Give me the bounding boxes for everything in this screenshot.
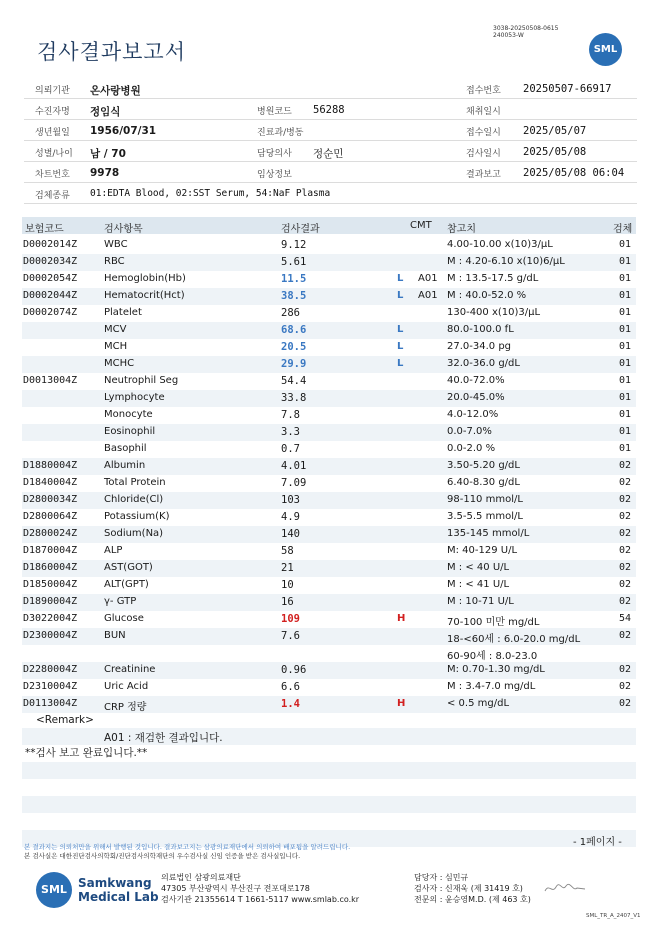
signature-icon	[543, 880, 587, 896]
doc-ref-line-2: 240053-W	[493, 32, 524, 39]
table-row	[22, 288, 636, 305]
cell-code: D0002074Z	[23, 307, 78, 318]
footer-staff-3: 전문의 : 윤승영M.D. (제 463 호)	[414, 895, 531, 904]
cell-name: MCHC	[104, 358, 135, 369]
cell-name: Lymphocyte	[104, 392, 165, 403]
cell-result: 7.6	[281, 630, 300, 642]
table-row	[22, 339, 636, 356]
document-reference	[493, 25, 558, 39]
results-table-header	[22, 217, 636, 234]
cell-result: 140	[281, 528, 300, 540]
table-row	[22, 390, 636, 407]
patient-label: 수진자명	[35, 107, 70, 117]
cell-spec: 02	[619, 494, 632, 505]
cell-spec: 02	[619, 545, 632, 556]
cell-flag: L	[397, 341, 404, 352]
table-row	[22, 492, 636, 509]
cell-code: D2800034Z	[23, 494, 78, 505]
cell-spec: 54	[619, 613, 632, 624]
cell-name: Neutrophil Seg	[104, 375, 179, 386]
receipt-value: 20250507-66917	[523, 83, 612, 95]
cell-spec: 01	[619, 443, 632, 454]
cell-spec: 01	[619, 273, 632, 284]
cell-spec: 01	[619, 307, 632, 318]
cell-spec: 01	[619, 324, 632, 335]
table-row	[22, 628, 636, 645]
cell-name: Hematocrit(Hct)	[104, 290, 185, 301]
cell-name: CRP 정량	[104, 702, 147, 713]
patient-value: 정임식	[90, 106, 121, 118]
receipt-date-label: 접수일시	[466, 128, 501, 138]
cell-ref: 130-400 x(10)3/μL	[447, 307, 541, 318]
cell-result: 0.7	[281, 443, 300, 455]
table-row	[22, 475, 636, 492]
cell-result: 7.8	[281, 409, 300, 421]
cell-code: D2300004Z	[23, 630, 78, 641]
cell-ref: M : < 40 U/L	[447, 562, 510, 573]
header-name: 검사항목	[104, 224, 143, 235]
header-cmt: CMT	[410, 220, 432, 231]
cell-ref: M : < 41 U/L	[447, 579, 510, 590]
table-row	[22, 424, 636, 441]
footer-contact: 검사기관 21355614 T 1661-5117 www.smlab.co.kr	[161, 895, 360, 904]
cell-result: 9.12	[281, 239, 307, 251]
header-result: 검사결과	[281, 224, 320, 235]
clinical-label: 임상정보	[257, 170, 292, 180]
cell-result: 109	[281, 613, 300, 625]
header-code: 보험코드	[25, 224, 64, 235]
cell-ref: 80.0-100.0 fL	[447, 324, 514, 335]
cell-spec: 01	[619, 375, 632, 386]
cell-spec: 02	[619, 664, 632, 675]
sml-footer-logo-icon: SML	[36, 872, 72, 908]
cell-spec: 02	[619, 698, 632, 709]
cell-ref: 70-100 미만 mg/dL	[447, 617, 540, 628]
header-ref: 참고치	[447, 224, 476, 235]
cell-result: 21	[281, 562, 294, 574]
table-row	[22, 271, 636, 288]
cell-result: 103	[281, 494, 300, 506]
footer-notice-1: 본 결과지는 의뢰처만을 위해서 발행된 것입니다. 결과보고지는 삼광의료재단에서 의뢰하여 배포됨을 알려드립니다.	[24, 843, 351, 851]
info-row-chart	[24, 162, 637, 183]
cell-flag: L	[397, 273, 404, 284]
table-row	[22, 305, 636, 322]
cell-ref: 32.0-36.0 g/dL	[447, 358, 520, 369]
cell-ref: 0.0-2.0 %	[447, 443, 496, 454]
cell-spec: 01	[619, 341, 632, 352]
cell-name: Albumin	[104, 460, 146, 471]
table-row	[22, 322, 636, 339]
cell-name: Sodium(Na)	[104, 528, 164, 539]
receipt-label: 접수번호	[466, 86, 501, 96]
table-row	[22, 254, 636, 271]
info-row-patient	[24, 99, 637, 120]
sexage-value: 남 / 70	[90, 148, 126, 160]
table-row	[22, 645, 636, 662]
cell-ref: M : 40.0-52.0 %	[447, 290, 527, 301]
cell-name: Hemoglobin(Hb)	[104, 273, 186, 284]
cell-spec: 02	[619, 477, 632, 488]
cell-name: Basophil	[104, 443, 147, 454]
info-row-dob	[24, 120, 637, 141]
cell-spec: 01	[619, 256, 632, 267]
cell-spec: 01	[619, 358, 632, 369]
cell-spec: 02	[619, 511, 632, 522]
footer-logo-text	[78, 876, 159, 904]
collect-label: 채취일시	[466, 107, 501, 117]
cell-ref: 0.0-7.0%	[447, 426, 492, 437]
cell-name: Glucose	[104, 613, 144, 624]
cell-ref: M : 13.5-17.5 g/dL	[447, 273, 539, 284]
cell-result: 11.5	[281, 273, 307, 285]
table-row	[22, 441, 636, 458]
cell-spec: 01	[619, 392, 632, 403]
cell-ref: 20.0-45.0%	[447, 392, 505, 403]
sexage-label: 성별/나이	[35, 149, 73, 159]
dob-label: 생년월일	[35, 128, 70, 138]
table-row	[22, 237, 636, 254]
cell-spec: 02	[619, 596, 632, 607]
cell-flag: L	[397, 324, 404, 335]
cell-flag: L	[397, 290, 404, 301]
table-row	[22, 696, 636, 713]
table-row	[22, 662, 636, 679]
cell-code: D0002044Z	[23, 290, 78, 301]
cell-ref: 3.5-5.5 mmol/L	[447, 511, 523, 522]
cell-flag: L	[397, 358, 404, 369]
cell-ref: 135-145 mmol/L	[447, 528, 530, 539]
footer-notice-2: 본 검사실은 대한진단검사의학회/진단검사의학재단의 우수검사실 신임 인증을 받은 검사실입니다.	[24, 852, 301, 860]
test-date-value: 2025/05/08	[523, 146, 587, 158]
chart-value: 9978	[90, 167, 120, 179]
cell-name: WBC	[104, 239, 128, 250]
cell-ref: M : 10-71 U/L	[447, 596, 514, 607]
hospital-code-label: 병원코드	[257, 107, 292, 117]
form-code: SML_TR_A_2407_V1	[586, 913, 641, 919]
cell-result: 58	[281, 545, 294, 557]
remark-a01: A01 : 재검한 결과입니다.	[104, 732, 223, 744]
empty-band-1	[22, 762, 636, 779]
cell-result: 16	[281, 596, 294, 608]
cell-spec: 01	[619, 239, 632, 250]
cell-spec: 02	[619, 630, 632, 641]
cell-ref: < 0.5 mg/dL	[447, 698, 510, 709]
doctor-label: 담당의사	[257, 149, 292, 159]
cell-flag: H	[397, 613, 406, 624]
cell-name: MCH	[104, 341, 128, 352]
cell-name: γ- GTP	[104, 596, 137, 607]
cell-ref: 6.40-8.30 g/dL	[447, 477, 520, 488]
report-value: 2025/05/08 06:04	[523, 167, 625, 179]
cell-spec: 01	[619, 426, 632, 437]
footer-address: 47305 부산광역시 부산진구 전포대로178	[161, 884, 310, 893]
cell-spec: 02	[619, 528, 632, 539]
table-row	[22, 594, 636, 611]
cell-code: D0002014Z	[23, 239, 78, 250]
cell-spec: 02	[619, 562, 632, 573]
cell-code: D2280004Z	[23, 664, 78, 675]
cell-code: D3022004Z	[23, 613, 78, 624]
page-number: - 1페이지 -	[573, 837, 622, 848]
doc-ref-line-1: 3038-20250508-0615	[493, 25, 559, 32]
page-title: 검사결과보고서	[37, 40, 187, 64]
logo-line-1: Samkwang	[78, 876, 152, 890]
table-row	[22, 356, 636, 373]
info-row-specimen	[24, 183, 637, 204]
cell-spec: 02	[619, 579, 632, 590]
cell-result: 0.96	[281, 664, 307, 676]
cell-code: D0113004Z	[23, 698, 78, 709]
cell-ref: 4.0-12.0%	[447, 409, 499, 420]
cell-name: Chloride(Cl)	[104, 494, 164, 505]
footer-org-block	[161, 872, 359, 905]
cell-name: Total Protein	[104, 477, 166, 488]
cell-spec: 02	[619, 460, 632, 471]
cell-name: ALP	[104, 545, 123, 556]
cell-result: 68.6	[281, 324, 307, 336]
cell-ref: 18-<60세 : 6.0-20.0 mg/dL	[447, 634, 581, 645]
results-table-body	[22, 237, 636, 713]
cell-ref: M : 3.4-7.0 mg/dL	[447, 681, 536, 692]
cell-code: D1840004Z	[23, 477, 78, 488]
cell-cmt: A01	[418, 290, 438, 301]
cell-ref: M: 40-129 U/L	[447, 545, 518, 556]
cell-code: D1860004Z	[23, 562, 78, 573]
cell-ref: 98-110 mmol/L	[447, 494, 523, 505]
cell-result: 5.61	[281, 256, 307, 268]
client-label: 의뢰기관	[35, 86, 70, 96]
table-row	[22, 526, 636, 543]
cell-code: D0002034Z	[23, 256, 78, 267]
cell-ref: 27.0-34.0 pg	[447, 341, 512, 352]
info-row-client	[24, 78, 637, 99]
cell-name: Potassium(K)	[104, 511, 170, 522]
cell-ref: M : 4.20-6.10 x(10)6/μL	[447, 256, 565, 267]
cell-cmt: A01	[418, 273, 438, 284]
cell-ref: 3.50-5.20 g/dL	[447, 460, 520, 471]
cell-spec: 02	[619, 681, 632, 692]
cell-result: 29.9	[281, 358, 307, 370]
cell-result: 286	[281, 307, 300, 319]
table-row	[22, 543, 636, 560]
cell-name: BUN	[104, 630, 126, 641]
sml-logo-icon: SML	[589, 33, 622, 66]
cell-code: D1890004Z	[23, 596, 78, 607]
report-label: 결과보고	[466, 170, 501, 180]
dob-value: 1956/07/31	[90, 125, 157, 137]
cell-name: Creatinine	[104, 664, 156, 675]
cell-result: 4.01	[281, 460, 307, 472]
dept-label: 진료과/병동	[257, 128, 304, 138]
client-value: 온사랑병원	[90, 85, 141, 97]
cell-result: 38.5	[281, 290, 307, 302]
cell-ref: 40.0-72.0%	[447, 375, 505, 386]
cell-result: 1.4	[281, 698, 300, 710]
table-row	[22, 577, 636, 594]
cell-result: 54.4	[281, 375, 307, 387]
cell-name: AST(GOT)	[104, 562, 153, 573]
cell-name: Uric Acid	[104, 681, 149, 692]
specimen-label: 검체종류	[35, 191, 70, 201]
cell-flag: H	[397, 698, 406, 709]
table-row	[22, 679, 636, 696]
cell-result: 20.5	[281, 341, 307, 353]
cell-code: D1880004Z	[23, 460, 78, 471]
table-row	[22, 611, 636, 628]
report-complete-text: **검사 보고 완료입니다.**	[25, 747, 148, 759]
cell-name: MCV	[104, 324, 127, 335]
cell-result: 7.09	[281, 477, 307, 489]
cell-name: RBC	[104, 256, 125, 267]
cell-code: D2800024Z	[23, 528, 78, 539]
cell-code: D0013004Z	[23, 375, 78, 386]
cell-name: Platelet	[104, 307, 142, 318]
footer-staff-2: 검사자 : 신재욱 (제 31419 호)	[414, 884, 523, 893]
table-row	[22, 560, 636, 577]
footer-staff-1: 담당자 : 심민규	[414, 873, 469, 882]
hospital-code-value: 56288	[313, 104, 345, 116]
logo-line-2: Medical Lab	[78, 890, 159, 904]
cell-spec: 01	[619, 290, 632, 301]
test-date-label: 검사일시	[466, 149, 501, 159]
cell-code: D2800064Z	[23, 511, 78, 522]
table-row	[22, 458, 636, 475]
chart-label: 차트번호	[35, 170, 70, 180]
cell-name: Eosinophil	[104, 426, 156, 437]
empty-band-2	[22, 796, 636, 813]
cell-ref: 4.00-10.00 x(10)3/μL	[447, 239, 553, 250]
cell-code: D2310004Z	[23, 681, 78, 692]
remark-title: <Remark>	[36, 714, 94, 726]
doctor-value: 정순민	[313, 148, 344, 160]
table-row	[22, 509, 636, 526]
cell-spec: 01	[619, 409, 632, 420]
cell-name: ALT(GPT)	[104, 579, 149, 590]
cell-ref: 60-90세 : 8.0-23.0	[447, 651, 538, 662]
cell-result: 6.6	[281, 681, 300, 693]
table-row	[22, 407, 636, 424]
cell-code: D1850004Z	[23, 579, 78, 590]
cell-result: 3.3	[281, 426, 300, 438]
cell-code: D1870004Z	[23, 545, 78, 556]
info-row-sexage	[24, 141, 637, 162]
cell-result: 33.8	[281, 392, 307, 404]
cell-result: 4.9	[281, 511, 300, 523]
cell-result: 10	[281, 579, 294, 591]
table-row	[22, 373, 636, 390]
specimen-value: 01:EDTA Blood, 02:SST Serum, 54:NaF Plasma	[90, 188, 331, 199]
cell-name: Monocyte	[104, 409, 153, 420]
cell-ref: M: 0.70-1.30 mg/dL	[447, 664, 545, 675]
receipt-date-value: 2025/05/07	[523, 125, 587, 137]
cell-code: D0002054Z	[23, 273, 78, 284]
footer-staff-block	[414, 872, 531, 905]
header-spec: 검체	[613, 224, 633, 235]
footer-org: 의료법인 삼광의료재단	[161, 873, 241, 882]
